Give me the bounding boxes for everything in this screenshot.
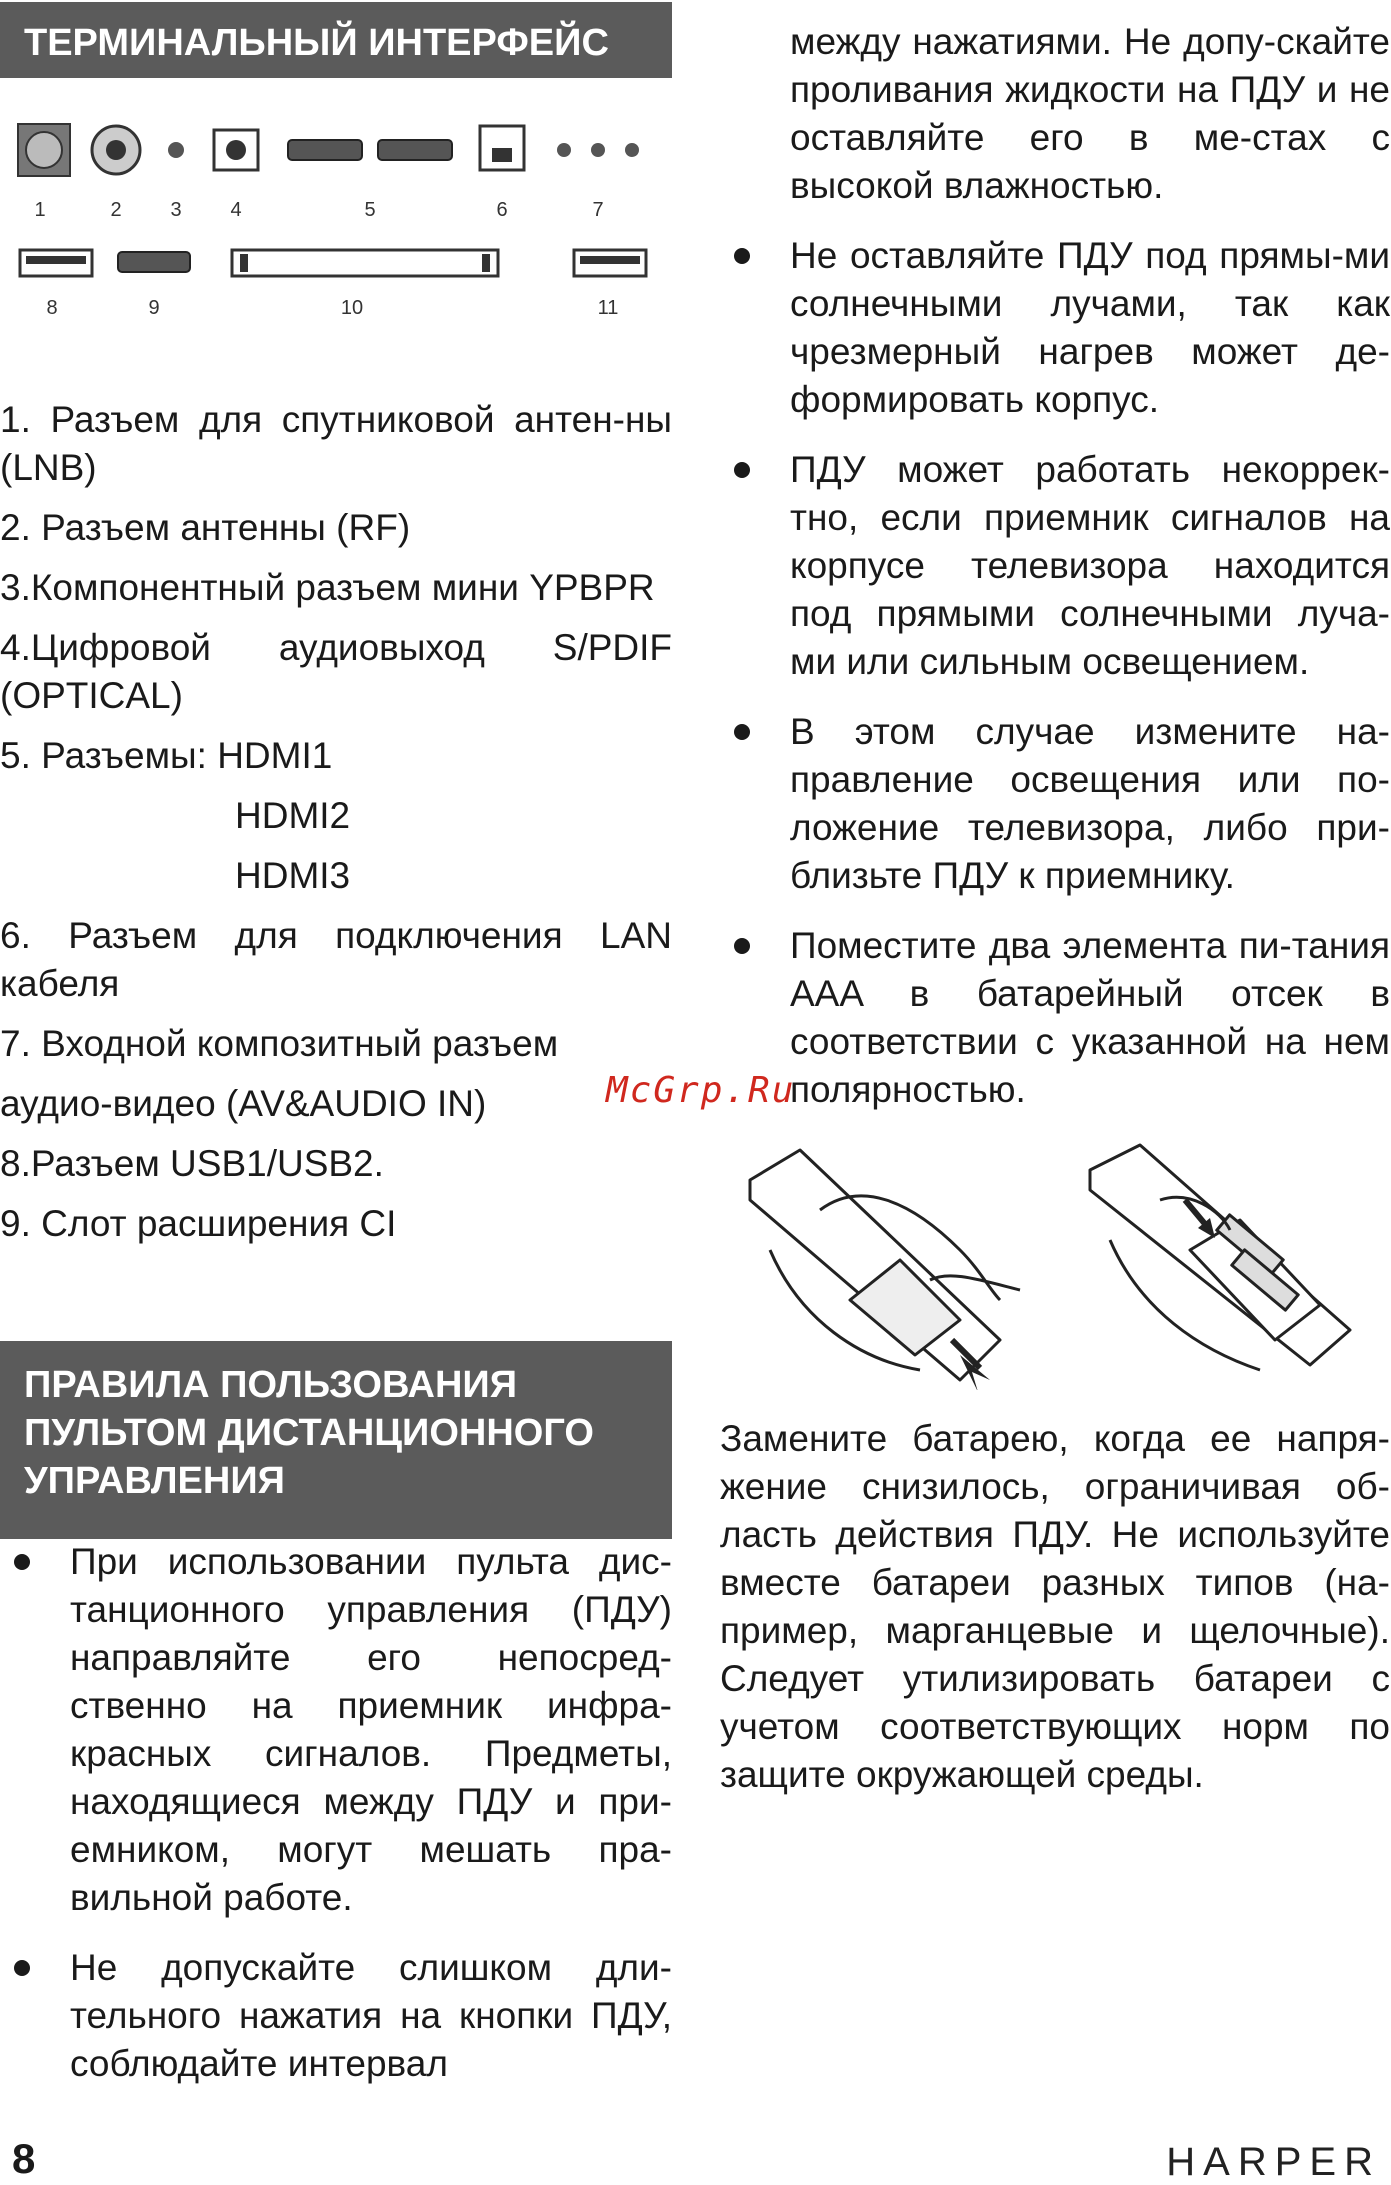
connector-item: 6. Разъем для подключения LAN кабеля (0, 915, 672, 1004)
ci-slot-icon (232, 250, 498, 276)
av-jack-icon (625, 143, 639, 157)
connector-item: HDMI2 (235, 795, 351, 836)
bullet-text: Не допускайте слишком дли-тельного нажатия на кнопки ПДУ, соблюдайте интервал (70, 1947, 672, 2084)
section-title-terminal-interface: ТЕРМИНАЛЬНЫЙ ИНТЕРФЕЙС (0, 2, 672, 78)
av-jack-icon (591, 143, 605, 157)
connector-item: 1. Разъем для спутниковой антен-ны (LNB) (0, 399, 672, 488)
remote-rules-list-right (720, 18, 1390, 1136)
remote-insert-batteries-icon (1090, 1145, 1350, 1370)
connector-item: 5. Разъемы: HDMI1 (0, 735, 333, 776)
bullet-item (0, 1944, 672, 2088)
diagram-label: 6 (496, 199, 508, 221)
battery-replacement-paragraph: Замените батарею, когда ее напря-жение снизилось, ограничивая об-ласть действия ПДУ. Не используйте вместе батареи разных типов (на-пример, марганцевые и щелочные). Следует утилизировать батареи с учетом соответствующих норм по защите окружающей среды. (720, 1418, 1390, 1795)
connector-item: 9. Слот расширения CI (0, 1203, 397, 1244)
bullet-text: ПДУ может работать некоррек-тно, если приемник сигналов на корпусе телевизора находится под прямыми солнечными луча-ми или сильным освещением. (790, 449, 1390, 682)
brand-logo: HARPER (1166, 2140, 1381, 2184)
ypbpr-jack-icon (168, 142, 184, 158)
diagram-label: 5 (364, 199, 376, 221)
connector-list (0, 396, 672, 1260)
bullet-text: Поместите два элемента пи-тания AAA в батарейный отсек в соответствии с указанной на нем полярностью. (790, 925, 1390, 1110)
diagram-label: 3 (170, 199, 182, 221)
connector-item: 3.Компонентный разъем мини YPBPR (0, 567, 655, 608)
diagram-label: 9 (148, 297, 160, 319)
bullet-continuation: между нажатиями. Не допу-скайте проливания жидкости на ПДУ и не оставляйте его в ме-стах с высокой влажностью. (790, 21, 1390, 206)
diagram-label: 10 (340, 297, 364, 319)
bullet-item (720, 446, 1390, 686)
page-number: 8 (12, 2135, 36, 2182)
connector-item: HDMI3 (235, 855, 351, 896)
bullet-item (720, 232, 1390, 424)
bullet-dot-icon (14, 1960, 30, 1976)
diagram-label: 4 (230, 199, 242, 221)
bullet-dot-icon (14, 1554, 30, 1570)
connector-item: 4.Цифровой аудиовыход S/PDIF (OPTICAL) (0, 627, 672, 716)
battery-install-illustration (740, 1140, 1370, 1390)
diagram-label: 11 (597, 297, 619, 319)
connector-panel-diagram (8, 110, 672, 330)
bullet-item (0, 1538, 672, 1922)
hdmi-port-icon (378, 140, 452, 160)
section-title-remote-rules (0, 1341, 672, 1539)
remote-rules-list-left (0, 1538, 672, 2110)
bullet-dot-icon (734, 462, 750, 478)
hdmi-port-icon (288, 140, 362, 160)
bullet-dot-icon (734, 938, 750, 954)
watermark: McGrp.Ru (606, 1070, 796, 1111)
bullet-item (720, 708, 1390, 900)
hdmi-port-icon (118, 252, 190, 272)
av-jack-icon (557, 143, 571, 157)
bullet-text: В этом случае измените на-правление освещения или по-ложение телевизора, либо при-близьте ПДУ к приемнику. (790, 711, 1390, 896)
bullet-text: Не оставляйте ПДУ под прямы-ми солнечными лучами, так как чрезмерный нагрев может де-формировать корпус. (790, 235, 1390, 420)
bullet-item (720, 922, 1390, 1114)
connector-item: 7. Входной композитный разъем (0, 1023, 559, 1064)
remote-open-cover-icon (750, 1150, 1020, 1380)
bullet-dot-icon (734, 248, 750, 264)
diagram-label: 1 (34, 199, 46, 221)
diagram-label: 2 (110, 199, 122, 221)
section-title-line: УПРАВЛЕНИЯ (24, 1460, 285, 1502)
section-title-line: ПУЛЬТОМ ДИСТАНЦИОННОГО (24, 1412, 594, 1454)
section-title-line: ПРАВИЛА ПОЛЬЗОВАНИЯ (24, 1364, 518, 1406)
connector-item: 2. Разъем антенны (RF) (0, 507, 411, 548)
connector-item: 8.Разъем USB1/USB2. (0, 1143, 384, 1184)
bullet-dot-icon (734, 724, 750, 740)
connector-item: аудио-видео (AV&AUDIO IN) (0, 1083, 487, 1124)
bullet-text: При использовании пульта дис-танционного управления (ПДУ) направляйте его непосред-ственно на приемник инфра-красных сигналов. Предметы, находящиеся между ПДУ и при-емником, могут мешать пра-вильной работе. (70, 1541, 672, 1918)
diagram-label: 7 (592, 199, 604, 221)
diagram-label: 8 (46, 297, 58, 319)
